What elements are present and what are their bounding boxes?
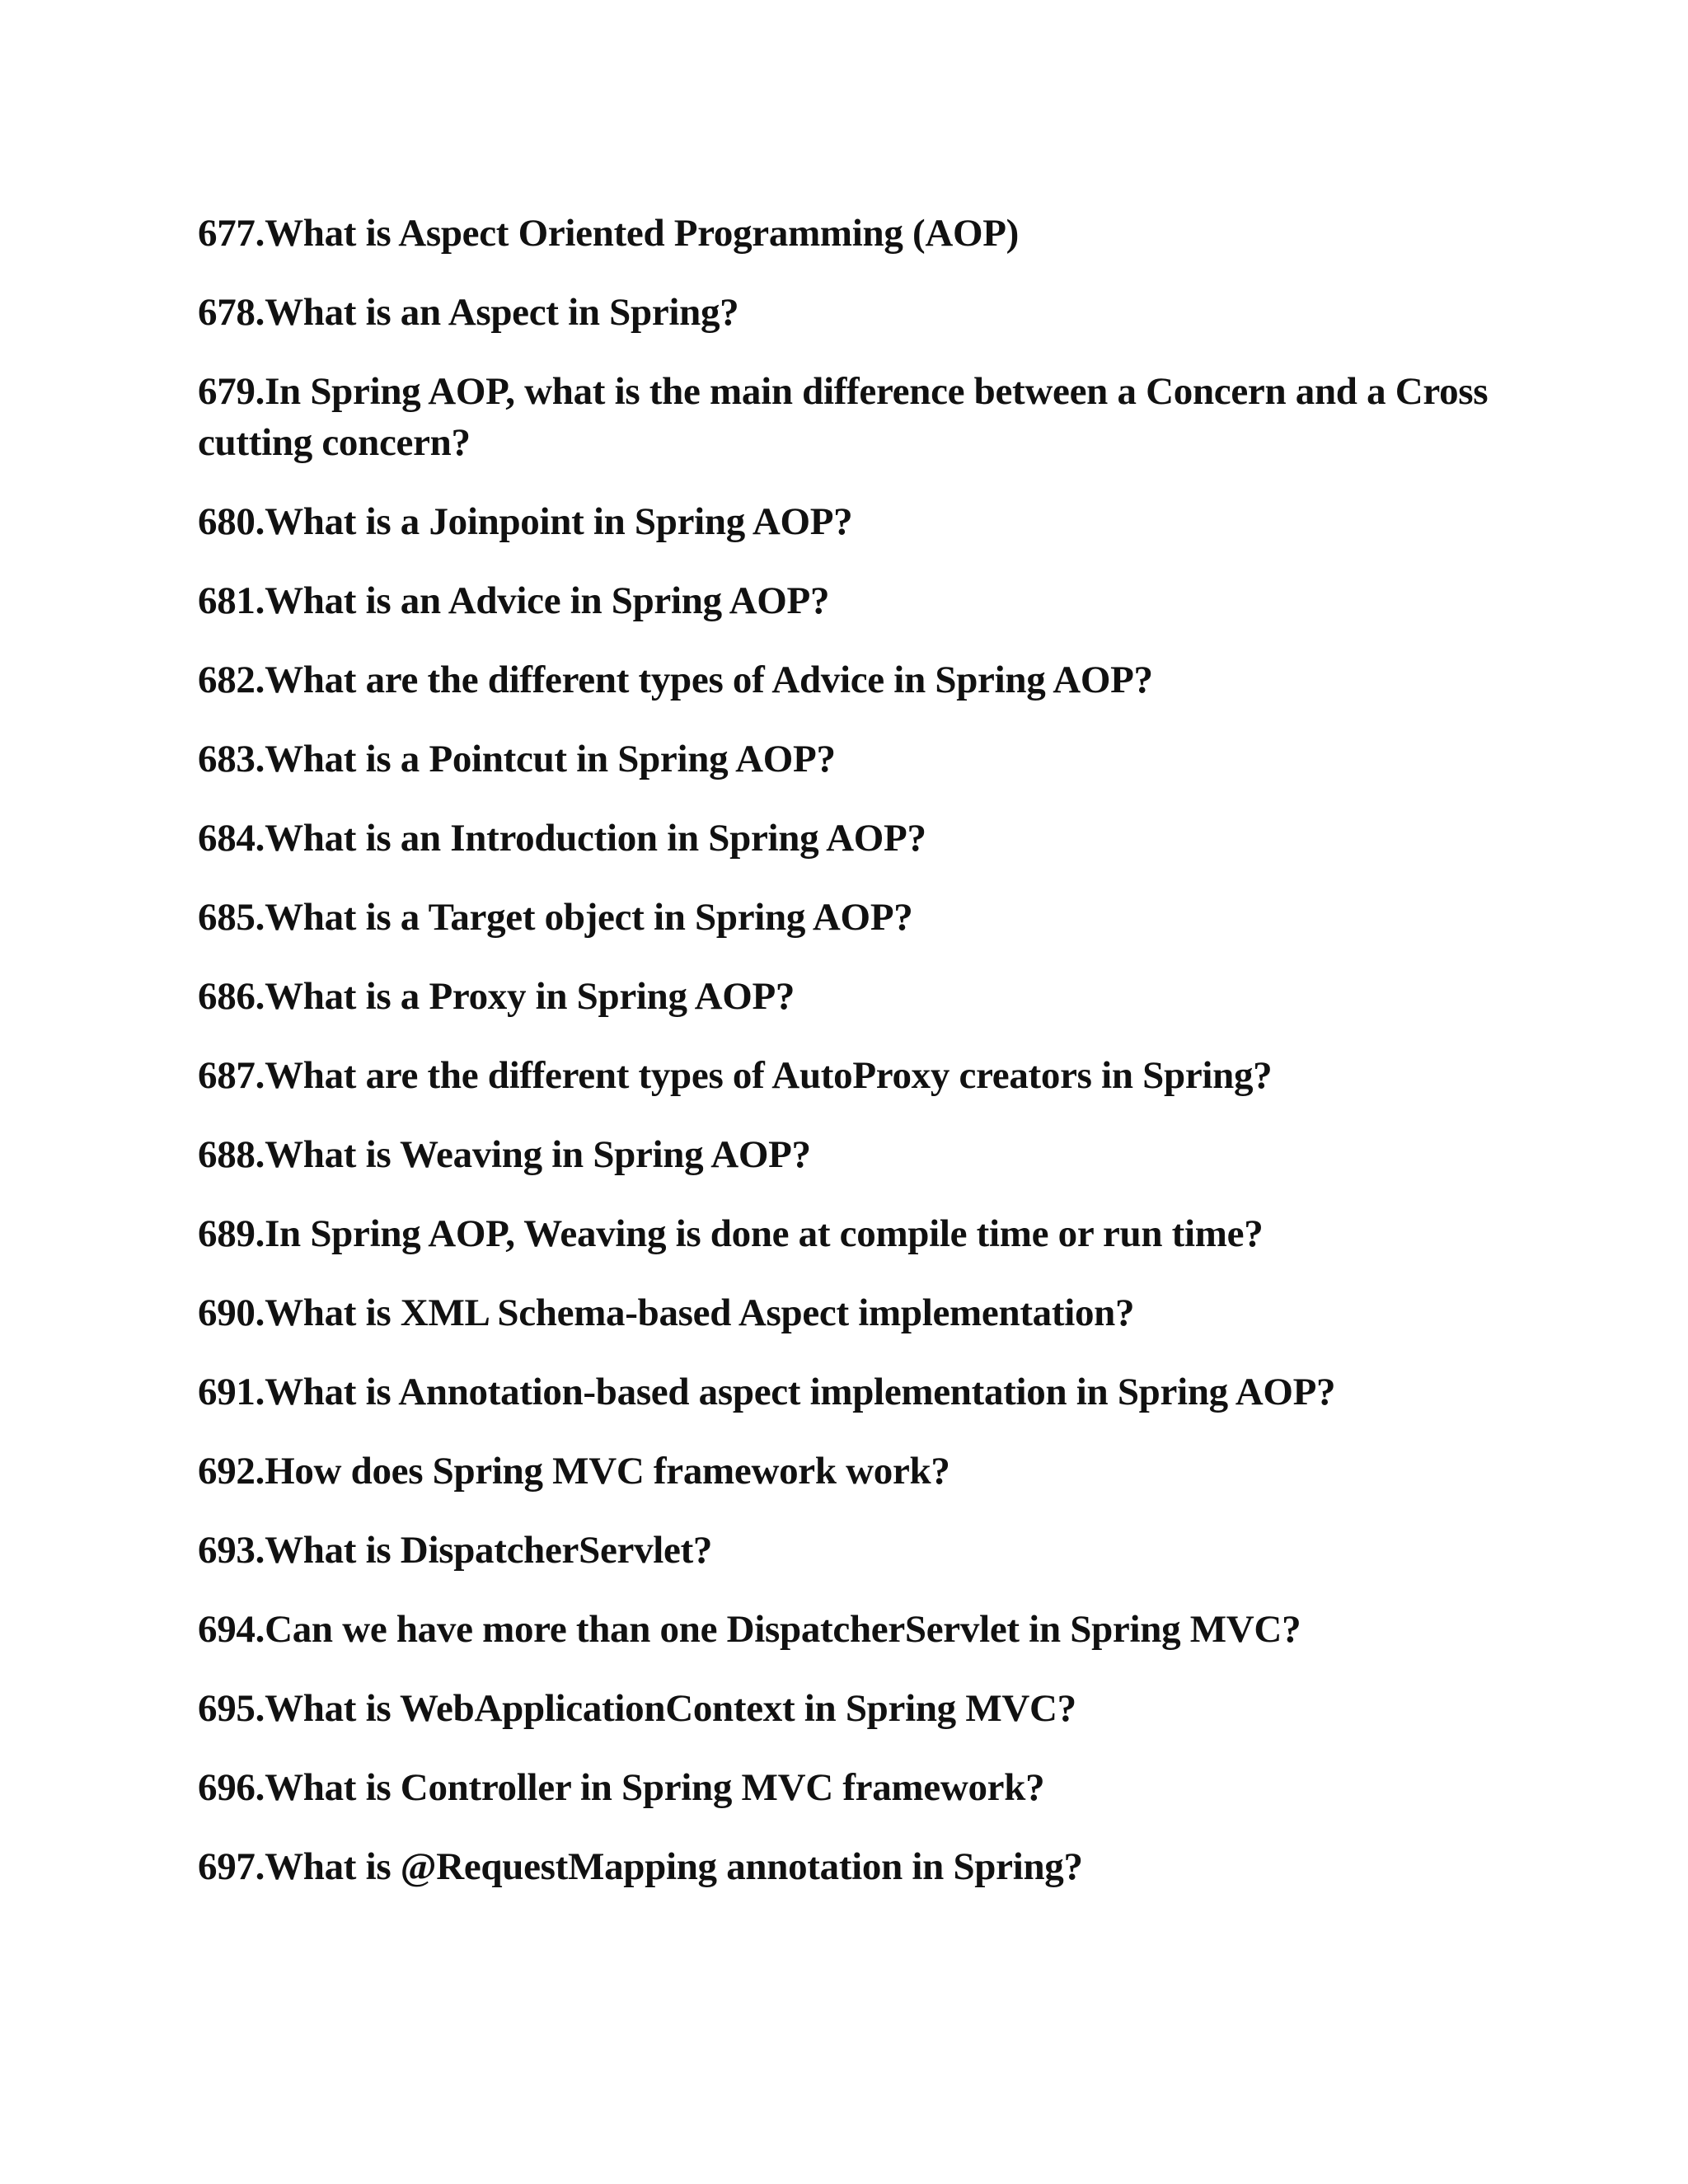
question-number: 694. bbox=[198, 1608, 265, 1651]
question-list bbox=[198, 208, 1517, 1920]
question-item bbox=[198, 733, 1517, 785]
question-text: How does Spring MVC framework work? bbox=[265, 1450, 950, 1493]
question-item bbox=[198, 892, 1517, 943]
question-item bbox=[198, 1762, 1517, 1813]
question-number: 690. bbox=[198, 1291, 265, 1334]
question-item bbox=[198, 366, 1517, 468]
question-text: What is a Joinpoint in Spring AOP? bbox=[265, 500, 853, 543]
question-text: Can we have more than one DispatcherServlet in Spring MVC? bbox=[265, 1608, 1301, 1651]
question-number: 691. bbox=[198, 1371, 265, 1413]
question-text: What are the different types of AutoProxy creators in Spring? bbox=[265, 1054, 1273, 1097]
question-text: What is Aspect Oriented Programming (AOP) bbox=[265, 212, 1020, 255]
question-text: What is an Advice in Spring AOP? bbox=[265, 579, 830, 622]
question-number: 677. bbox=[198, 212, 265, 255]
question-item bbox=[198, 1287, 1517, 1338]
question-item bbox=[198, 496, 1517, 547]
question-number: 681. bbox=[198, 579, 265, 622]
question-text: What is DispatcherServlet? bbox=[265, 1529, 713, 1572]
question-item bbox=[198, 1525, 1517, 1576]
question-item bbox=[198, 575, 1517, 626]
question-number: 682. bbox=[198, 658, 265, 701]
question-text: What is Annotation-based aspect implementation in Spring AOP? bbox=[265, 1371, 1336, 1413]
question-text: What is Weaving in Spring AOP? bbox=[265, 1133, 811, 1176]
question-text: What is Controller in Spring MVC framework? bbox=[265, 1766, 1045, 1809]
question-text: What is WebApplicationContext in Spring MVC? bbox=[265, 1687, 1076, 1730]
question-number: 685. bbox=[198, 896, 265, 939]
question-number: 689. bbox=[198, 1212, 265, 1255]
question-text: What are the different types of Advice in Spring AOP? bbox=[265, 658, 1153, 701]
question-item bbox=[198, 813, 1517, 864]
question-item bbox=[198, 654, 1517, 705]
question-item bbox=[198, 208, 1517, 259]
question-item bbox=[198, 1129, 1517, 1180]
question-item bbox=[198, 287, 1517, 338]
question-item bbox=[198, 1446, 1517, 1497]
question-number: 697. bbox=[198, 1845, 265, 1888]
question-number: 693. bbox=[198, 1529, 265, 1572]
question-number: 683. bbox=[198, 738, 265, 780]
question-number: 692. bbox=[198, 1450, 265, 1493]
question-item bbox=[198, 1366, 1517, 1418]
question-number: 696. bbox=[198, 1766, 265, 1809]
question-item bbox=[198, 1208, 1517, 1259]
question-number: 695. bbox=[198, 1687, 265, 1730]
question-item bbox=[198, 1604, 1517, 1655]
question-text: What is an Introduction in Spring AOP? bbox=[265, 817, 926, 860]
question-item bbox=[198, 1683, 1517, 1734]
question-item bbox=[198, 1841, 1517, 1892]
question-number: 679. bbox=[198, 370, 265, 413]
question-text: What is XML Schema-based Aspect implementation? bbox=[265, 1291, 1135, 1334]
question-number: 678. bbox=[198, 291, 265, 334]
question-number: 680. bbox=[198, 500, 265, 543]
question-text: What is a Proxy in Spring AOP? bbox=[265, 975, 795, 1018]
question-number: 688. bbox=[198, 1133, 265, 1176]
question-number: 684. bbox=[198, 817, 265, 860]
question-text: In Spring AOP, Weaving is done at compile time or run time? bbox=[265, 1212, 1264, 1255]
question-text: What is a Target object in Spring AOP? bbox=[265, 896, 913, 939]
question-item bbox=[198, 971, 1517, 1022]
question-text: What is a Pointcut in Spring AOP? bbox=[265, 738, 836, 780]
question-number: 686. bbox=[198, 975, 265, 1018]
question-text: In Spring AOP, what is the main difference between a Concern and a Cross cutting concern? bbox=[198, 370, 1489, 464]
question-number: 687. bbox=[198, 1054, 265, 1097]
question-text: What is an Aspect in Spring? bbox=[265, 291, 739, 334]
question-item bbox=[198, 1050, 1517, 1101]
question-text: What is @RequestMapping annotation in Spring? bbox=[265, 1845, 1083, 1888]
